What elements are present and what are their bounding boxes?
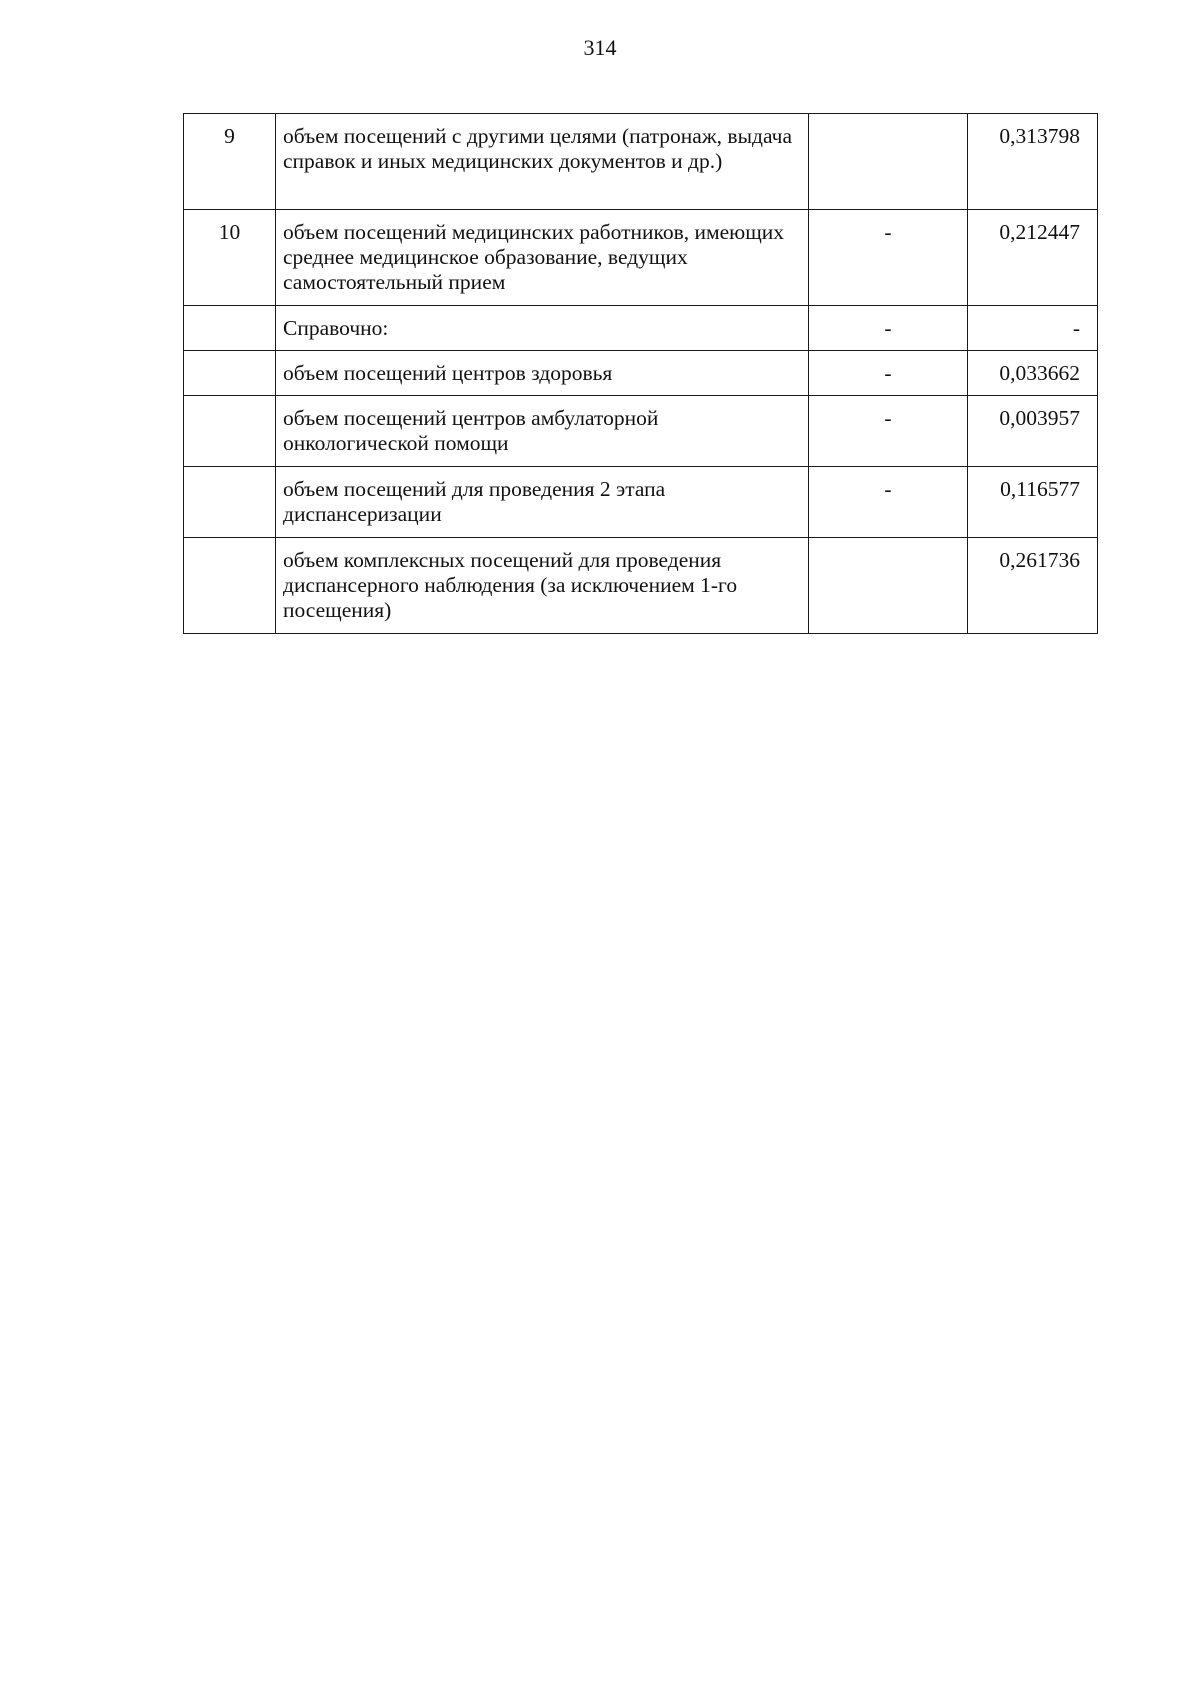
row-value: 0,003957 bbox=[968, 396, 1098, 467]
row-number bbox=[184, 396, 276, 467]
row-unit: - bbox=[809, 306, 968, 351]
row-number: 10 bbox=[184, 210, 276, 306]
page-number: 314 bbox=[583, 35, 617, 60]
row-name: объем посещений центров здоровья bbox=[276, 351, 809, 396]
row-unit: - bbox=[809, 396, 968, 467]
row-number bbox=[184, 306, 276, 351]
row-value: 0,212447 bbox=[968, 210, 1098, 306]
table-row bbox=[184, 538, 1098, 634]
row-number bbox=[184, 467, 276, 538]
table-row bbox=[184, 351, 1098, 396]
row-name: объем посещений для проведения 2 этапа диспансеризации bbox=[276, 467, 809, 538]
row-name: объем посещений с другими целями (патронаж, выдача справок и иных медицинских документов и др.) bbox=[276, 114, 809, 210]
table-row bbox=[184, 114, 1098, 210]
volume-table bbox=[183, 113, 1098, 634]
row-unit bbox=[809, 114, 968, 210]
row-unit: - bbox=[809, 210, 968, 306]
row-name: объем посещений центров амбулаторной онкологической помощи bbox=[276, 396, 809, 467]
row-name: объем посещений медицинских работников, имеющих среднее медицинское образование, ведущих самостоятельный прием bbox=[276, 210, 809, 306]
table-row bbox=[184, 306, 1098, 351]
table-row bbox=[184, 396, 1098, 467]
row-number bbox=[184, 351, 276, 396]
row-value: 0,313798 bbox=[968, 114, 1098, 210]
row-value: 0,261736 bbox=[968, 538, 1098, 634]
row-number bbox=[184, 538, 276, 634]
row-unit: - bbox=[809, 351, 968, 396]
row-value: - bbox=[968, 306, 1098, 351]
table-row bbox=[184, 210, 1098, 306]
table-row bbox=[184, 467, 1098, 538]
row-unit: - bbox=[809, 467, 968, 538]
row-value: 0,033662 bbox=[968, 351, 1098, 396]
row-unit bbox=[809, 538, 968, 634]
row-name: объем комплексных посещений для проведения диспансерного наблюдения (за исключением 1-го посещения) bbox=[276, 538, 809, 634]
row-number: 9 bbox=[184, 114, 276, 210]
row-name: Справочно: bbox=[276, 306, 809, 351]
row-value: 0,116577 bbox=[968, 467, 1098, 538]
